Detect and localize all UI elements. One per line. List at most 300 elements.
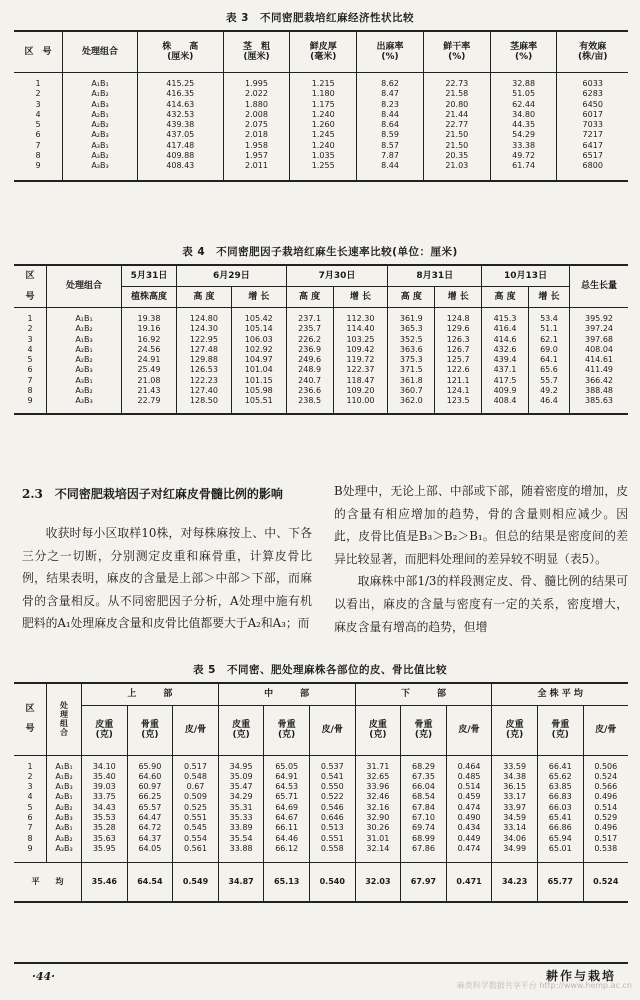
table-cell: 66.83 [537,792,583,802]
t3-col-bark: 鲜皮厚 (毫米) [290,31,357,73]
table-cell: 35.63 [82,834,128,844]
table-cell: 64.69 [264,803,310,813]
table-cell: 109.42 [333,345,388,355]
table-cell: 236.9 [286,345,333,355]
table-cell: 397.68 [570,335,629,345]
table-cell: 8.47 [357,89,424,99]
table-cell: 35.31 [218,803,264,813]
right-paragraph-2: 取麻株中部1/3的样段测定皮、骨、髓比例的结果可以看出，麻皮的含量与密度有一定的关系，密度增大，麻皮含量有增高的趋势，但增 [334,574,628,634]
table3-caption: 表 3 不同密肥栽培红麻经济性状比较 [226,12,414,24]
table-cell: 22.79 [122,396,177,413]
table-cell: A₁B₂ [63,89,138,99]
table-cell: 118.47 [333,376,388,386]
table-cell: 360.7 [388,386,435,396]
table-cell: 0.474 [446,803,492,813]
table-cell: 55.7 [528,376,569,386]
table-cell: 105.98 [231,386,286,396]
table-cell: 8.62 [357,73,424,90]
table-cell: A₂B₁ [63,110,138,120]
table-cell: 0.509 [173,792,219,802]
table-cell: 32.65 [355,772,401,782]
average-cell: 35.46 [82,863,128,903]
table-cell: 1.260 [290,120,357,130]
table-cell: 49.72 [490,151,557,161]
table-cell: 20.80 [423,100,490,110]
t3-col-stem-fiber: 茎麻率 (%) [490,31,557,73]
footer-rule [14,962,628,964]
table-cell: A₃B₁ [47,823,82,833]
table-cell: 2.011 [223,161,290,180]
t5-col-lower: 下 部 [355,683,492,705]
table-cell: 19.38 [122,308,177,325]
table-cell: 361.9 [388,308,435,325]
table-cell: 0.449 [446,834,492,844]
table-cell: 127.48 [177,345,232,355]
average-cell: 0.524 [583,863,628,903]
table-cell: 7 [35,140,41,150]
table-cell: 24.91 [122,355,177,365]
table-cell: A₁B₂ [47,324,122,334]
t4-col-qu: 区 号 [14,265,47,308]
table-cell: 0.485 [446,772,492,782]
t3-col-fiber-rate: 出麻率 (%) [357,31,424,73]
table-cell: 67.84 [401,803,447,813]
t5-col-middle: 中 部 [218,683,355,705]
table-row [14,755,628,772]
t4-sub-growth: 增 长 [231,287,286,308]
table-cell: 51.1 [528,324,569,334]
table-cell: 2 [27,771,33,781]
table-cell: 110.00 [333,396,388,413]
table-cell: 2.018 [223,130,290,140]
table-cell: 123.5 [435,396,482,413]
table-cell: 0.546 [309,803,355,813]
table-cell: A₃B₂ [47,834,82,844]
table-cell: 65.05 [264,755,310,772]
table-cell: 126.53 [177,365,232,375]
table-cell: 105.42 [231,308,286,325]
t5-sub-bone: 骨重 (克) [127,705,173,755]
table-cell: 2 [27,324,33,334]
table-cell: 1.995 [223,73,290,90]
table-cell: 408.4 [482,396,529,413]
table-row [14,782,628,792]
table-cell: 68.29 [401,755,447,772]
table-cell: 32.16 [355,803,401,813]
table-row [14,345,628,355]
table-cell: 7217 [557,130,628,140]
table-cell: 365.3 [388,324,435,334]
table-cell: 20.35 [423,151,490,161]
table-cell: 0.561 [173,844,219,863]
table-cell: 34.99 [492,844,538,863]
table-row [14,355,628,365]
table-row [14,110,628,120]
table-cell: 64.60 [127,772,173,782]
table-cell: 363.6 [388,345,435,355]
table-cell: 0.464 [446,755,492,772]
table-cell: 8.23 [357,100,424,110]
table-cell: 34.80 [490,110,557,120]
table-row [14,100,628,110]
table-cell: 112.30 [333,308,388,325]
table-cell: 1.215 [290,73,357,90]
page-number: ·44· [32,970,55,983]
table-cell: A₂B₃ [47,365,122,375]
table-cell: 22.77 [423,120,490,130]
table-cell: 109.20 [333,386,388,396]
table-cell: 0.524 [583,772,628,782]
table-cell: A₃B₃ [47,396,122,413]
table-cell: 6283 [557,89,628,99]
average-cell: 34.23 [492,863,538,903]
t3-col-effective: 有效麻 (株/亩) [557,31,628,73]
table-row [14,365,628,375]
table-cell: A₃B₃ [47,844,82,863]
table-cell: A₂B₂ [47,803,82,813]
table-cell: A₃B₁ [47,376,122,386]
table-cell: 64.1 [528,355,569,365]
table-cell: A₃B₃ [63,161,138,180]
table-cell: 0.545 [173,823,219,833]
table-cell: 34.59 [492,813,538,823]
table-cell: 235.7 [286,324,333,334]
t5-sub-ratio: 皮/骨 [173,705,219,755]
table5-body [14,755,628,902]
table-cell: 5 [27,355,33,365]
table-row [14,376,628,386]
table-cell: 121.1 [435,376,482,386]
table-cell: 6 [35,130,41,140]
table-cell: 0.548 [173,772,219,782]
table-cell: 33.38 [490,141,557,151]
table-cell: 21.50 [423,130,490,140]
table-cell: 31.01 [355,834,401,844]
t5-col-qu: 区 号 [14,683,47,755]
table-cell: 22.73 [423,73,490,90]
table-cell: 33.75 [82,792,128,802]
average-cell: 0.471 [446,863,492,903]
table-cell: 119.72 [333,355,388,365]
table-cell: 67.35 [401,772,447,782]
table-cell: 127.40 [177,386,232,396]
table-cell: 21.44 [423,110,490,120]
table-cell: 103.25 [333,335,388,345]
table-cell: 34.43 [82,803,128,813]
t5-sub-skin: 皮重 (克) [82,705,128,755]
table-cell: 0.514 [583,803,628,813]
table-cell: 64.05 [127,844,173,863]
table-cell: 35.33 [218,813,264,823]
t4-col-oct13: 10月13日 [482,265,570,287]
table-cell: A₁B₁ [47,308,122,325]
table-cell: 1.880 [223,100,290,110]
table3-body [14,73,628,181]
table-cell: 69.74 [401,823,447,833]
table-row [14,141,628,151]
table-cell: 21.03 [423,161,490,180]
table-row [14,823,628,833]
table-cell: 7 [27,375,33,385]
table-cell: 352.5 [388,335,435,345]
table-cell: 0.490 [446,813,492,823]
table-cell: 0.513 [309,823,355,833]
table-cell: 65.6 [528,365,569,375]
table4-body [14,308,628,414]
table-cell: 0.67 [173,782,219,792]
table-cell: 1 [27,314,33,323]
table-cell: 21.58 [423,89,490,99]
table-cell: A₂B₁ [47,345,122,355]
table4 [14,264,628,415]
table-cell: 0.566 [583,782,628,792]
table-cell: 65.90 [127,755,173,772]
table-cell: 0.517 [173,755,219,772]
table-cell: 6017 [557,110,628,120]
table-cell: 415.25 [138,73,224,90]
table-cell: 8.44 [357,110,424,120]
table-cell: 248.9 [286,365,333,375]
table-cell: 1.255 [290,161,357,180]
table-cell: 9 [27,396,33,406]
table-row [14,73,628,90]
table-cell: 1.245 [290,130,357,140]
t5-col-whole: 全 株 平 均 [492,683,628,705]
table-cell: 1.957 [223,151,290,161]
table-cell: A₂B₁ [47,792,82,802]
table-cell: 0.522 [309,792,355,802]
table-cell: 0.550 [309,782,355,792]
average-cell: 34.87 [218,863,264,903]
table-cell: 397.24 [570,324,629,334]
table-cell: 33.88 [218,844,264,863]
table-cell: 60.97 [127,782,173,792]
table-cell: 114.40 [333,324,388,334]
table-cell: 34.95 [218,755,264,772]
table-cell: 102.92 [231,345,286,355]
table-cell: 8.59 [357,130,424,140]
table-cell: 249.6 [286,355,333,365]
table-cell: A₂B₂ [63,120,138,130]
table-cell: 2 [35,89,41,99]
average-cell: 0.540 [309,863,355,903]
table-cell: 64.47 [127,813,173,823]
table-cell: 0.646 [309,813,355,823]
table-cell: 33.89 [218,823,264,833]
table-cell: 432.53 [138,110,224,120]
table-row [14,386,628,396]
table-cell: 67.10 [401,813,447,823]
table-cell: 32.14 [355,844,401,863]
t5-sub-bone: 骨重 (克) [537,705,583,755]
table-cell: 67.86 [401,844,447,863]
table-cell: 1 [35,79,41,88]
table-cell: 24.56 [122,345,177,355]
table-cell: 375.3 [388,355,435,365]
table-cell: 62.44 [490,100,557,110]
table-cell: 8 [27,386,33,396]
table-cell: 3 [27,782,33,792]
table-cell: 362.0 [388,396,435,413]
table-cell: 417.5 [482,376,529,386]
table-cell: 1.240 [290,141,357,151]
t4-sub-may31: 植株高度 [122,287,177,308]
t4-sub-growth: 增 长 [528,287,569,308]
table-cell: 0.551 [309,834,355,844]
table-cell: 0.551 [173,813,219,823]
t5-sub-bone: 骨重 (克) [401,705,447,755]
table-cell: 54.29 [490,130,557,140]
t3-col-dry-rate: 鲜干率 (%) [423,31,490,73]
journal-name: 耕作与栽培 [545,969,616,983]
watermark: 麻类科学数据共享平台 http://www.hemp.ac.cn [456,981,632,990]
table-row [14,130,628,140]
table-cell: 0.496 [583,792,628,802]
table-row [14,792,628,802]
table-row [14,151,628,161]
table-cell: 371.5 [388,365,435,375]
table-cell: 0.459 [446,792,492,802]
table-cell: 5 [27,802,33,812]
t5-sub-ratio: 皮/骨 [309,705,355,755]
table-cell: 129.88 [177,355,232,365]
table-cell: 1.240 [290,110,357,120]
t5-col-upper: 上 部 [82,683,219,705]
table-cell: 62.1 [528,335,569,345]
table-cell: 7 [27,823,33,833]
table-cell: 33.96 [355,782,401,792]
table-cell: 66.11 [264,823,310,833]
table3-header-row [14,31,628,73]
t5-sub-skin: 皮重 (克) [492,705,538,755]
table-cell: 1.175 [290,100,357,110]
t4-col-may31: 5月31日 [122,265,177,287]
table-cell: 122.23 [177,376,232,386]
table-cell: 1.035 [290,151,357,161]
table-cell: 61.74 [490,161,557,180]
table-cell: 8 [35,151,41,161]
table-row [14,161,628,180]
table-cell: 21.50 [423,141,490,151]
table-cell: 2.075 [223,120,290,130]
table-cell: 414.63 [138,100,224,110]
table-cell: 6033 [557,73,628,90]
table-cell: 21.43 [122,386,177,396]
table-cell: 66.03 [537,803,583,813]
table-cell: 25.49 [122,365,177,375]
table-cell: 2.008 [223,110,290,120]
table-cell: 64.37 [127,834,173,844]
table-row [14,834,628,844]
table-cell: 0.514 [446,782,492,792]
table-cell: 238.5 [286,396,333,413]
t3-col-group: 处理组合 [63,31,138,73]
table-row [14,813,628,823]
table-cell: 32.90 [355,813,401,823]
table-cell: 68.99 [401,834,447,844]
table-cell: 0.506 [583,755,628,772]
table-cell: 106.03 [231,335,286,345]
table-cell: 68.54 [401,792,447,802]
table-cell: 21.08 [122,376,177,386]
table-cell: 0.496 [583,823,628,833]
average-cell: 65.13 [264,863,310,903]
table-cell: 0.554 [173,834,219,844]
table-cell: 46.4 [528,396,569,413]
t4-sub-height: 高 度 [286,287,333,308]
table-row [14,772,628,782]
table-cell: 32.88 [490,73,557,90]
table-cell: 124.8 [435,308,482,325]
table-cell: 409.88 [138,151,224,161]
table-cell: 4 [35,109,41,119]
right-column-text [334,480,628,638]
table-cell: 226.2 [286,335,333,345]
table-cell: 66.12 [264,844,310,863]
table5-caption: 表 5 不同密、肥处理麻株各部位的皮、骨比值比较 [193,664,447,676]
table-cell: 65.62 [537,772,583,782]
table-cell: 237.1 [286,308,333,325]
t5-col-group: 处 理 组 合 [47,683,82,755]
table-cell: 65.94 [537,834,583,844]
table-cell: 0.517 [583,834,628,844]
t4-col-jul30: 7月30日 [286,265,388,287]
table-cell: 0.474 [446,844,492,863]
table-cell: 101.15 [231,376,286,386]
t4-sub-growth: 增 长 [435,287,482,308]
table-cell: 34.10 [82,755,128,772]
table-cell: 439.38 [138,120,224,130]
table-cell: A₂B₂ [47,355,122,365]
table-cell: A₂B₃ [47,813,82,823]
table4-caption: 表 4 不同密肥因子栽培红麻生长速率比较(单位：厘米) [182,246,458,258]
table-cell: 0.538 [583,844,628,863]
table3 [14,30,628,182]
table-cell: 6800 [557,161,628,180]
table-cell: 34.29 [218,792,264,802]
table-cell: 9 [27,843,33,853]
table-cell: 31.71 [355,755,401,772]
t5-sub-skin: 皮重 (克) [355,705,401,755]
table-cell: 51.05 [490,89,557,99]
t5-sub-ratio: 皮/骨 [446,705,492,755]
table-cell: 36.15 [492,782,538,792]
table-cell: 33.14 [492,823,538,833]
table-cell: 66.41 [537,755,583,772]
table-cell: 129.6 [435,324,482,334]
table-cell: 105.51 [231,396,286,413]
t4-sub-height: 高 度 [482,287,529,308]
table-cell: 439.4 [482,355,529,365]
table-cell: 437.05 [138,130,224,140]
table-cell: 416.35 [138,89,224,99]
table-cell: 0.537 [309,755,355,772]
t4-col-group: 处理组合 [47,265,122,308]
t3-col-qu: 区 号 [24,46,52,57]
table-row [14,308,628,325]
table-cell: 411.49 [570,365,629,375]
table-cell: 388.48 [570,386,629,396]
table-row [14,396,628,413]
t5-sub-skin: 皮重 (克) [218,705,264,755]
table-cell: 64.91 [264,772,310,782]
table-cell: A₁B₁ [47,755,82,772]
table-cell: 35.54 [218,834,264,844]
table-cell: 240.7 [286,376,333,386]
table-cell: 5 [35,120,41,130]
table-cell: 416.4 [482,324,529,334]
table-cell: 8.44 [357,161,424,180]
